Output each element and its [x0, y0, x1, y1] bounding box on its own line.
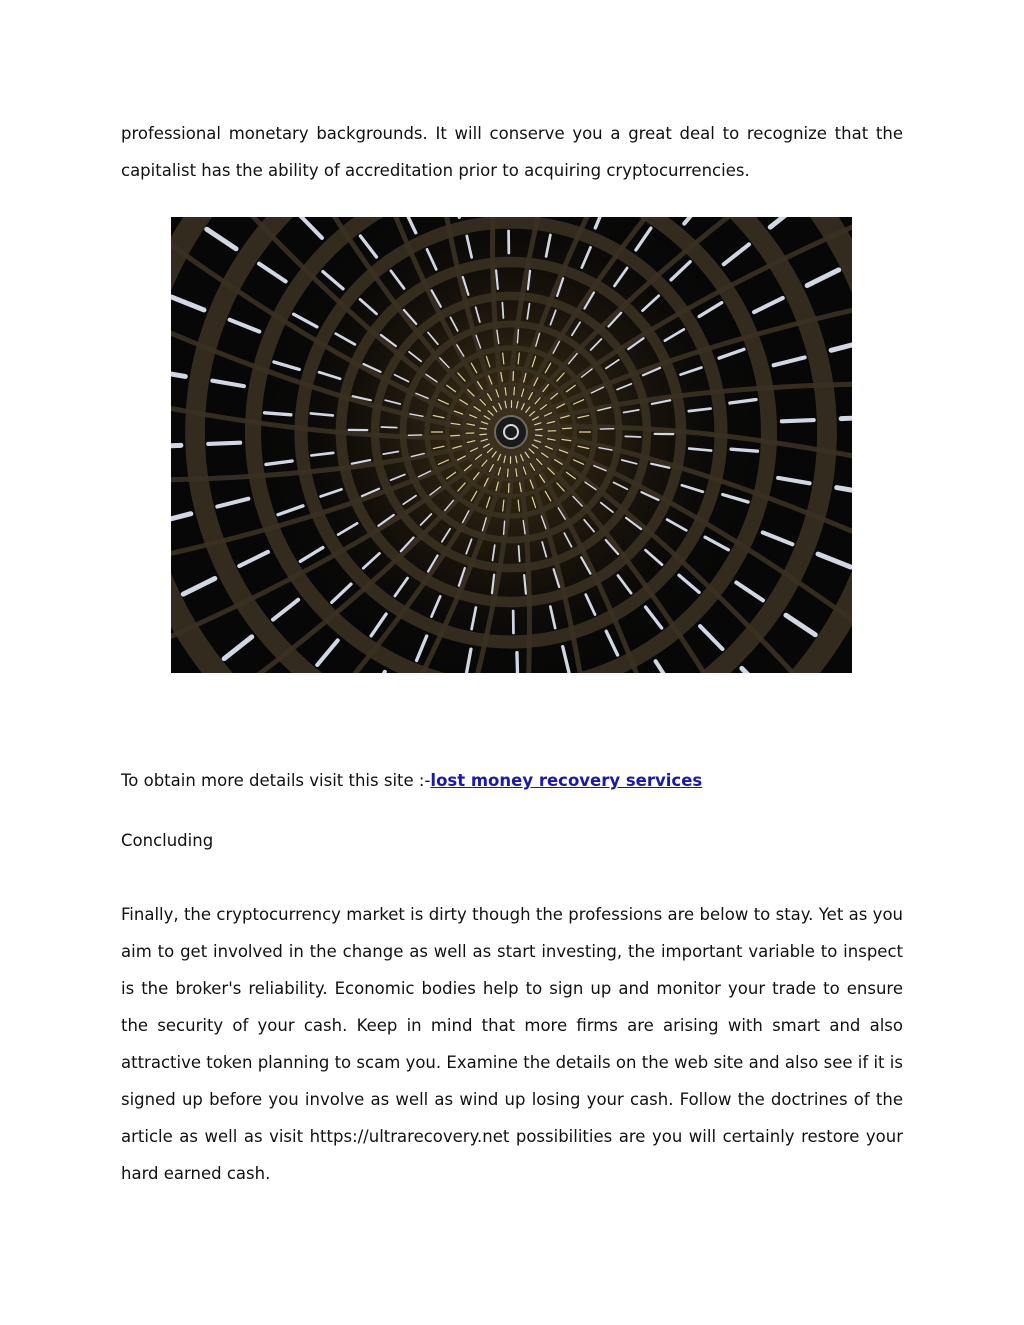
light-strip	[480, 428, 487, 429]
light-strip	[517, 653, 518, 673]
light-strip	[208, 443, 240, 444]
light-strip	[536, 435, 543, 436]
light-strip	[731, 449, 757, 451]
light-strip	[782, 420, 814, 421]
section-heading: Concluding	[121, 831, 214, 850]
light-strip	[508, 469, 509, 477]
closing-paragraph: Finally, the cryptocurrency market is dirty though the professions are below to stay. Yet as you aim to get involved in the change as well as start investing, the important variable to inspect is the broker's reliability. Economic bodies help to sign up and monitor your trade to ensure the security of your cash. Keep in mind that more firms are arising with smart and also attractive token planning to scam you. Examine the details on the web site and also see if it is signed up before you involve as well as wind up losing your cash. Follow the doctrines of the article as well as visit https://ultrarecovery.net possibilities are you will certainly restore your hard earned cash.	[121, 905, 903, 1183]
visit-line	[121, 769, 702, 793]
light-strip	[480, 434, 487, 435]
center-lamp	[495, 416, 527, 448]
light-strip	[504, 521, 505, 534]
visit-prefix: To obtain more details visit this site :-	[121, 771, 431, 790]
intro-paragraph: professional monetary backgrounds. It will conserve you a great deal to recognize that the capitalist has the ability of accreditation prior to acquiring cryptocurrencies.	[121, 124, 903, 180]
light-strip	[562, 428, 571, 429]
light-strip	[536, 429, 543, 430]
light-strip	[451, 435, 460, 436]
light-strip	[519, 546, 520, 561]
recovery-services-link[interactable]: lost money recovery services	[430, 771, 703, 790]
light-strip	[841, 417, 852, 418]
spiral-ceiling-photo	[171, 217, 852, 673]
light-strip	[517, 330, 518, 343]
light-strip	[265, 413, 291, 415]
light-strip	[514, 387, 515, 395]
light-strip	[625, 436, 640, 437]
light-strip	[502, 303, 503, 318]
light-strip	[171, 445, 181, 446]
light-strip	[381, 427, 396, 428]
